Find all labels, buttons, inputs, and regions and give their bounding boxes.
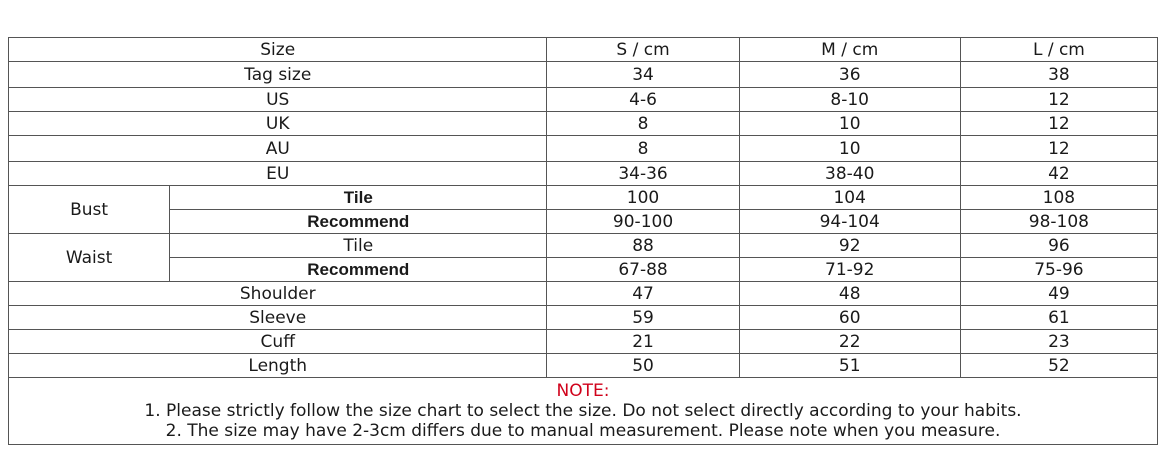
bust-label: Bust	[9, 186, 170, 234]
waist-recommend-label: Recommend	[170, 258, 547, 282]
us-m: 8-10	[739, 88, 960, 112]
tag-size-row	[9, 62, 1158, 88]
waist-recommend-l: 75-96	[960, 258, 1157, 282]
waist-tile-label: Tile	[170, 234, 547, 258]
us-label: US	[9, 88, 547, 112]
tag-size-s: 34	[547, 62, 739, 88]
bust-tile-s: 100	[547, 186, 739, 210]
length-row	[9, 354, 1158, 378]
note-row	[9, 378, 1158, 445]
uk-s: 8	[547, 112, 739, 136]
uk-m: 10	[739, 112, 960, 136]
tag-size-m: 36	[739, 62, 960, 88]
sleeve-l: 61	[960, 306, 1157, 330]
waist-recommend-s: 67-88	[547, 258, 739, 282]
uk-row	[9, 112, 1158, 136]
us-row	[9, 88, 1158, 112]
sleeve-row	[9, 306, 1158, 330]
header-row	[9, 38, 1158, 62]
waist-tile-row	[9, 234, 1158, 258]
au-m: 10	[739, 136, 960, 162]
eu-l: 42	[960, 162, 1157, 186]
cuff-s: 21	[547, 330, 739, 354]
length-l: 52	[960, 354, 1157, 378]
shoulder-s: 47	[547, 282, 739, 306]
length-label: Length	[9, 354, 547, 378]
bust-recommend-s: 90-100	[547, 210, 739, 234]
waist-tile-l: 96	[960, 234, 1157, 258]
bust-tile-l: 108	[960, 186, 1157, 210]
bust-tile-label: Tile	[170, 186, 547, 210]
cuff-label: Cuff	[9, 330, 547, 354]
bust-recommend-m: 94-104	[739, 210, 960, 234]
tag-size-l: 38	[960, 62, 1157, 88]
tag-size-label: Tag size	[9, 62, 547, 88]
sleeve-label: Sleeve	[9, 306, 547, 330]
note-line-2: 2. The size may have 2-3cm differs due to manual measurement. Please note when you measure.	[165, 421, 1001, 441]
au-s: 8	[547, 136, 739, 162]
bust-tile-m: 104	[739, 186, 960, 210]
waist-label: Waist	[9, 234, 170, 282]
uk-l: 12	[960, 112, 1157, 136]
waist-tile-m: 92	[739, 234, 960, 258]
eu-s: 34-36	[547, 162, 739, 186]
shoulder-l: 49	[960, 282, 1157, 306]
note-line-1: 1. Please strictly follow the size chart to select the size. Do not select directly according to your habits.	[144, 401, 1022, 421]
header-m: M / cm	[739, 38, 960, 62]
eu-m: 38-40	[739, 162, 960, 186]
bust-tile-row	[9, 186, 1158, 210]
length-m: 51	[739, 354, 960, 378]
waist-recommend-row	[9, 258, 1158, 282]
length-s: 50	[547, 354, 739, 378]
au-row	[9, 136, 1158, 162]
waist-tile-s: 88	[547, 234, 739, 258]
us-l: 12	[960, 88, 1157, 112]
bust-recommend-l: 98-108	[960, 210, 1157, 234]
au-label: AU	[9, 136, 547, 162]
us-s: 4-6	[547, 88, 739, 112]
note-title: NOTE:	[556, 381, 610, 401]
cuff-l: 23	[960, 330, 1157, 354]
uk-label: UK	[9, 112, 547, 136]
header-size: Size	[9, 38, 547, 62]
header-s: S / cm	[547, 38, 739, 62]
sleeve-s: 59	[547, 306, 739, 330]
au-l: 12	[960, 136, 1157, 162]
bust-recommend-row	[9, 210, 1158, 234]
size-chart-table	[8, 37, 1158, 445]
cuff-m: 22	[739, 330, 960, 354]
shoulder-m: 48	[739, 282, 960, 306]
eu-row	[9, 162, 1158, 186]
eu-label: EU	[9, 162, 547, 186]
bust-recommend-label: Recommend	[170, 210, 547, 234]
sleeve-m: 60	[739, 306, 960, 330]
header-l: L / cm	[960, 38, 1157, 62]
shoulder-row	[9, 282, 1158, 306]
cuff-row	[9, 330, 1158, 354]
note-cell	[9, 378, 1158, 445]
waist-recommend-m: 71-92	[739, 258, 960, 282]
shoulder-label: Shoulder	[9, 282, 547, 306]
